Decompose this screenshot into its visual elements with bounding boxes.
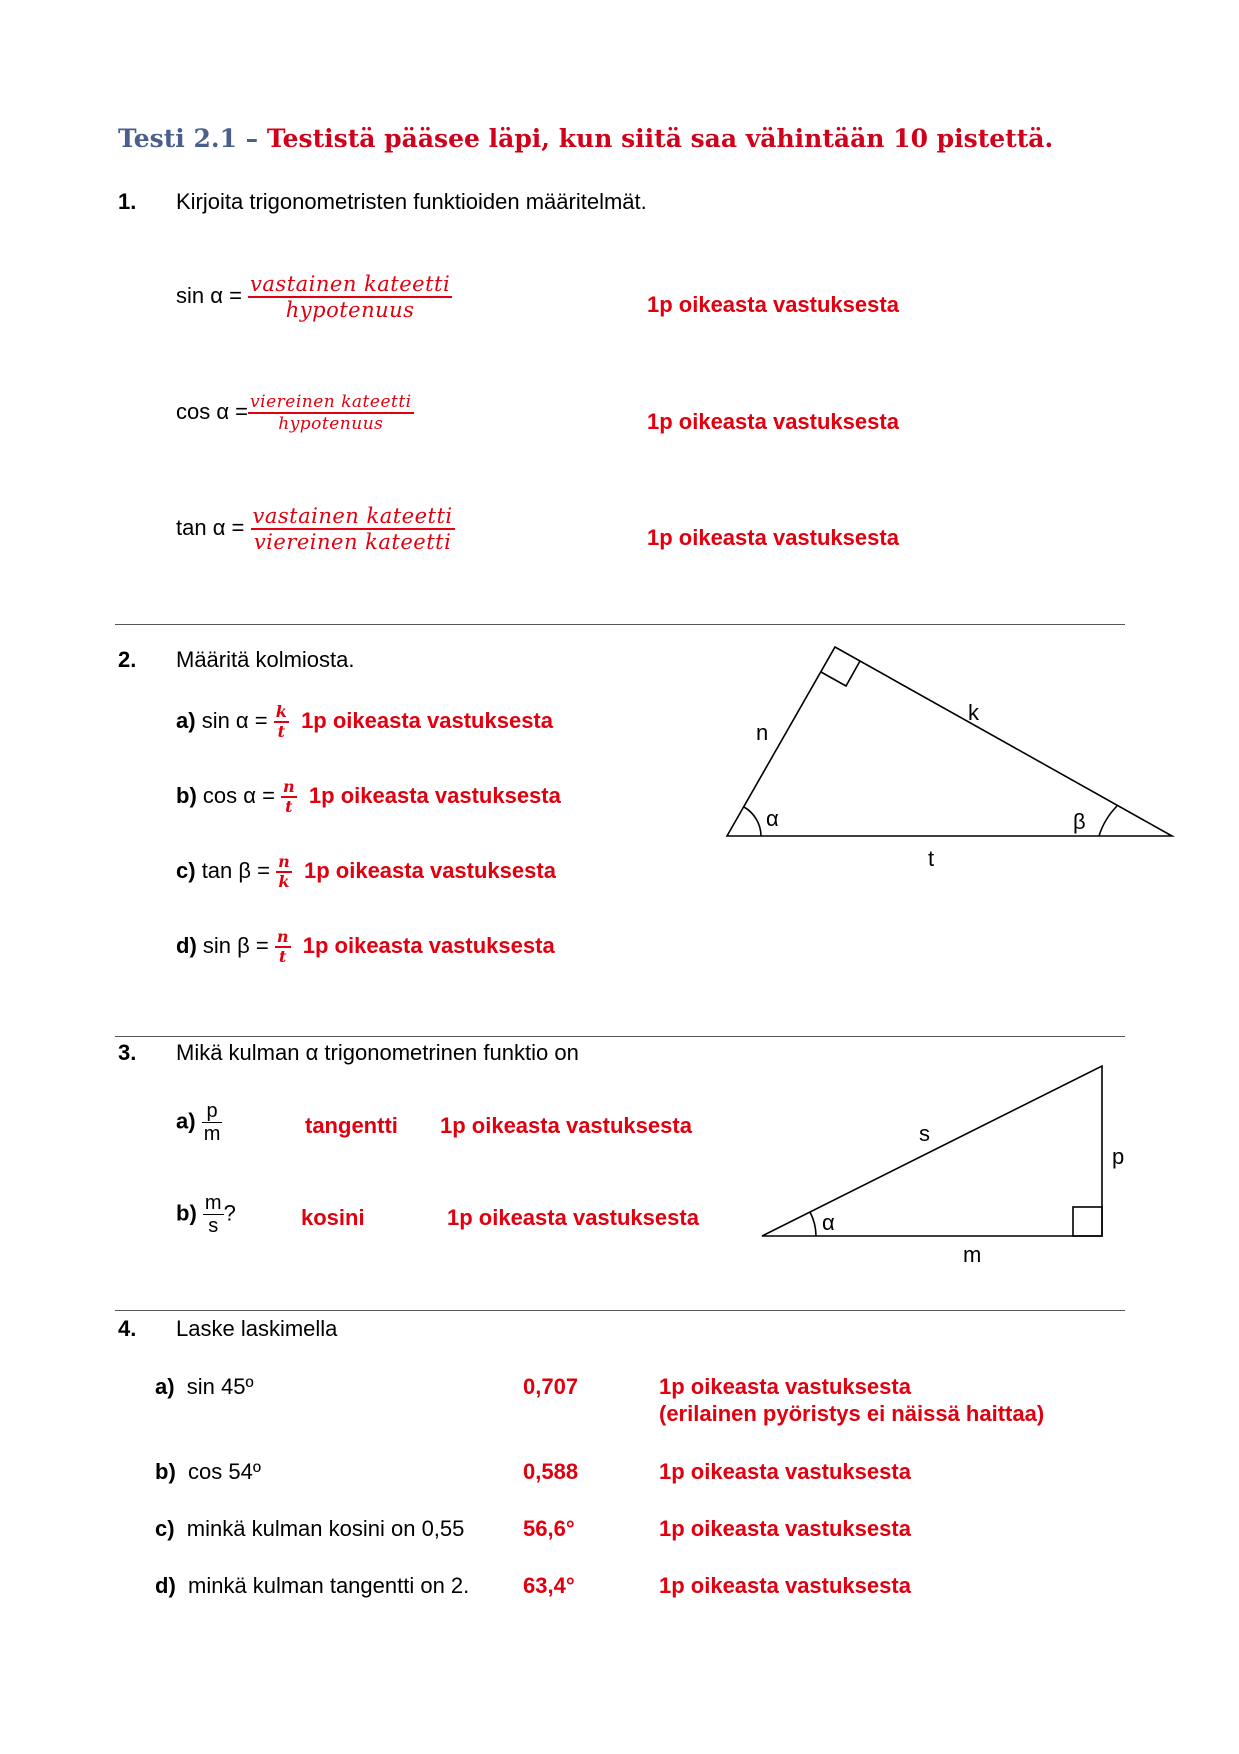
q4-item-c-points: 1p oikeasta vastuksesta: [659, 1516, 911, 1541]
q1-tan-points: 1p oikeasta vastuksesta: [647, 525, 899, 550]
q1-sin-definition: sin α = $\frac{\text{vastainen kateetti}}{\text{hypotenuus}}$: [176, 272, 451, 322]
q4-item-a: a) sin 45º: [155, 1374, 254, 1399]
q2-prompt: Määritä kolmiosta.: [176, 647, 355, 672]
q2-item-d-points: 1p oikeasta vastuksesta: [302, 932, 555, 958]
side-n-label: n: [756, 720, 769, 745]
q2-item-c-points: 1p oikeasta vastuksesta: [304, 857, 556, 883]
side-k-label: k: [968, 700, 979, 725]
q2-item-b-points: 1p oikeasta vastuksesta: [308, 782, 561, 808]
pass-rule: Testistä pääsee läpi, kun siitä saa vähintään 10 pistettä.: [266, 124, 1054, 153]
q4-item-b: b) cos 54º: [155, 1459, 261, 1484]
q3-item-a-points: 1p oikeasta vastuksesta: [440, 1113, 692, 1138]
q2-item-a: a) sin α = $\frac{k}{t}$ 1p oikeasta vastuksesta: [176, 702, 553, 741]
test-name: Testi 2.1 –: [118, 124, 267, 153]
side-s-label: s: [919, 1121, 930, 1146]
side-m-label: m: [963, 1242, 982, 1267]
q2-number: 2.: [118, 647, 137, 672]
fraction: $\frac{\text{viereinen kateetti}}{\text{hypotenuus}}$: [250, 392, 412, 434]
q1-cos-definition: cos α = $\frac{\text{viereinen kateetti}}{\text{hypotenuus}}$: [176, 392, 412, 434]
q1-sin-points: 1p oikeasta vastuksesta: [647, 292, 899, 317]
q3-item-a-answer: tangentti: [305, 1113, 398, 1138]
q4-item-a-note: (erilainen pyöristys ei näissä haittaa): [659, 1401, 1045, 1426]
q1-prompt: Kirjoita trigonometristen funktioiden määritelmät.: [176, 189, 647, 214]
q1-number: 1.: [118, 189, 137, 214]
fraction: $\frac{\text{vastainen kateetti}}{\text{viereinen kateetti}}$: [252, 504, 453, 554]
q4-item-d-points: 1p oikeasta vastuksesta: [659, 1573, 911, 1598]
q4-item-b-answer: 0,588: [523, 1459, 579, 1484]
side-p-label: p: [1112, 1144, 1125, 1169]
divider: [115, 1036, 1125, 1037]
q1-tan-definition: tan α = $\frac{\text{vastainen kateetti}}{\text{viereinen kateetti}}$: [176, 504, 453, 554]
q2-item-c: c) tan β = $\frac{n}{k}$ 1p oikeasta vastuksesta: [176, 852, 556, 891]
angle-beta-label: β: [1073, 809, 1086, 834]
fraction: $\frac{\text{vastainen kateetti}}{\text{hypotenuus}}$: [250, 272, 451, 322]
q3-item-b: b) $\frac{m}{s}$ ?: [176, 1192, 236, 1237]
angle-alpha-label: α: [766, 806, 779, 831]
q4-item-d: d) minkä kulman tangentti on 2.: [155, 1573, 470, 1598]
divider: [115, 1310, 1125, 1311]
q4-item-b-points: 1p oikeasta vastuksesta: [659, 1459, 911, 1484]
q4-item-c-answer: 56,6°: [523, 1516, 575, 1541]
q2-item-b: b) cos α = $\frac{n}{t}$ 1p oikeasta vastuksesta: [176, 777, 561, 816]
q4-item-c: c) minkä kulman kosini on 0,55: [155, 1516, 465, 1541]
q3-number: 3.: [118, 1040, 137, 1065]
q1-cos-points: 1p oikeasta vastuksesta: [647, 409, 899, 434]
q4-item-a-answer: 0,707: [523, 1374, 579, 1399]
q3-item-b-answer: kosini: [301, 1205, 365, 1230]
q2-item-a-points: 1p oikeasta vastuksesta: [301, 707, 553, 733]
q2-item-d: d) sin β = $\frac{n}{t}$ 1p oikeasta vastuksesta: [176, 927, 555, 966]
side-t-label: t: [928, 846, 935, 871]
angle-alpha-label: α: [822, 1210, 835, 1235]
q3-prompt: Mikä kulman α trigonometrinen funktio on: [176, 1040, 579, 1065]
q3-item-b-points: 1p oikeasta vastuksesta: [447, 1205, 699, 1230]
q4-prompt: Laske laskimella: [176, 1316, 338, 1341]
q3-item-a: a) $\frac{p}{m}$: [176, 1100, 221, 1145]
q4-item-d-answer: 63,4°: [523, 1573, 575, 1598]
q4-item-a-points: 1p oikeasta vastuksesta: [659, 1374, 911, 1399]
q4-number: 4.: [118, 1316, 137, 1341]
